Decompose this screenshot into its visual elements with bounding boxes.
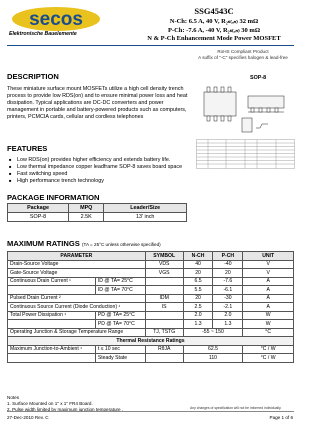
max-ratings-cell xyxy=(8,354,96,363)
sop8-label: SOP-8 xyxy=(250,75,267,81)
package-info-table xyxy=(7,203,187,222)
logo-text: secos xyxy=(29,9,83,30)
max-ratings-cell: A xyxy=(243,286,294,295)
max-ratings-cell: -40 xyxy=(213,260,243,269)
max-ratings-cell: 2.0 xyxy=(213,311,243,320)
max-ratings-cell: RθJA xyxy=(145,345,183,354)
max-ratings-cell: 2.0 xyxy=(183,311,213,320)
feature-item: ■ Fast switching speed xyxy=(7,171,190,178)
max-ratings-cell: Pulsed Drain Current ² xyxy=(8,294,146,303)
max-ratings-cell: Continuous Source Current (Diode Conduction) ¹ xyxy=(8,303,146,312)
table-row xyxy=(8,286,294,295)
max-ratings-cell: t ≤ 10 sec xyxy=(95,345,145,354)
description-heading: DESCRIPTION xyxy=(7,72,59,81)
rohs-line2: A suffix of "-C" specifies halogen & lead-free xyxy=(198,55,288,60)
max-ratings-cell xyxy=(145,311,183,320)
max-ratings-cell: W xyxy=(243,320,294,329)
pkg-cell: SOP-8 xyxy=(8,213,69,222)
pch-spec: P-Ch: -7.6 A, -40 V, R₂ₛ₍ₒₙ₎ 30 mΩ xyxy=(167,27,261,34)
max-ratings-cell: Maximum Junction-to-Ambient ¹ xyxy=(8,345,96,354)
note-item: 2. Pulse width limited by maximum junction temperature . xyxy=(7,406,124,412)
max-ratings-heading xyxy=(7,239,161,248)
max-ratings-cell: 1.3 xyxy=(213,320,243,329)
max-ratings-cell: PD @ TA= 25°C xyxy=(95,311,145,320)
max-ratings-cell: 20 xyxy=(183,269,213,278)
max-ratings-cell: Thermal Resistance Ratings xyxy=(8,337,294,346)
pkg-header: MPQ xyxy=(69,204,104,213)
max-ratings-cell: ID @ TA= 70°C xyxy=(95,286,145,295)
feature-item: ■ Low thermal impedance copper leadframe SOP-8 saves board space xyxy=(7,164,190,171)
table-row xyxy=(8,337,294,346)
dimension-table xyxy=(196,139,295,174)
max-ratings-cell: Operating Junction & Storage Temperature Range xyxy=(8,328,146,337)
header-divider xyxy=(7,45,294,46)
notes-title: Notes xyxy=(7,395,20,400)
max-ratings-cell: Total Power Dissipation ¹ xyxy=(8,311,96,320)
max-ratings-cell: IDM xyxy=(145,294,183,303)
max-ratings-cell: Gate-Source Voltage xyxy=(8,269,146,278)
pkg-cell: 2.5K xyxy=(69,213,104,222)
max-ratings-cell: -7.6 xyxy=(213,277,243,286)
table-row xyxy=(8,277,294,286)
max-ratings-cell: Continuous Drain Current ¹ xyxy=(8,277,96,286)
max-ratings-cell: V xyxy=(243,269,294,278)
nch-spec: N-Ch: 6.5 A, 40 V, R₂ₛ₍ₒₙ₎ 32 mΩ xyxy=(169,18,259,25)
max-ratings-cell: 20 xyxy=(183,294,213,303)
features-list xyxy=(7,157,190,185)
max-ratings-header: UNIT xyxy=(243,252,294,261)
max-ratings-cell: A xyxy=(243,294,294,303)
max-ratings-cell: Drain-Source Voltage xyxy=(8,260,146,269)
max-ratings-cell: 62.5 xyxy=(183,345,243,354)
max-ratings-cell: VGS xyxy=(145,269,183,278)
max-ratings-cell: PD @ TA= 70°C xyxy=(95,320,145,329)
max-ratings-cell: -6.1 xyxy=(213,286,243,295)
features-heading: FEATURES xyxy=(7,144,48,153)
max-ratings-header: P-CH xyxy=(213,252,243,261)
max-ratings-cell: V xyxy=(243,260,294,269)
max-ratings-cell xyxy=(8,286,96,295)
max-ratings-cell: -2.1 xyxy=(213,303,243,312)
sop8-drawing xyxy=(196,82,295,143)
feature-item: ■ High performance trench technology xyxy=(7,178,190,185)
max-ratings-cell: °C / W xyxy=(243,354,294,363)
logo-subtitle: Elektronische Bauelemente xyxy=(9,31,77,37)
max-ratings-cell xyxy=(8,320,96,329)
max-ratings-cell xyxy=(145,354,183,363)
max-ratings-cell: 2.5 xyxy=(183,303,213,312)
max-ratings-cell: VDS xyxy=(145,260,183,269)
max-ratings-title: MAXIMUM RATINGS xyxy=(7,239,80,248)
table-row xyxy=(8,260,294,269)
max-ratings-cell xyxy=(145,320,183,329)
max-ratings-cell: 1.3 xyxy=(183,320,213,329)
max-ratings-cell: IS xyxy=(145,303,183,312)
max-ratings-cell: 5.5 xyxy=(183,286,213,295)
max-ratings-header: N-CH xyxy=(183,252,213,261)
table-row xyxy=(8,294,294,303)
table-row xyxy=(8,328,294,337)
max-ratings-header: SYMBOL xyxy=(145,252,183,261)
pkg-header: Leader/Size xyxy=(104,204,187,213)
company-logo xyxy=(9,5,104,33)
max-ratings-cell: -55 ~ 150 xyxy=(183,328,243,337)
max-ratings-cell: TJ, TSTG xyxy=(145,328,183,337)
rohs-line1: RoHS Compliant Product xyxy=(217,49,269,54)
max-ratings-cell: ID @ TA= 25°C xyxy=(95,277,145,286)
max-ratings-cell: -30 xyxy=(213,294,243,303)
max-ratings-cell: 6.5 xyxy=(183,277,213,286)
footer-page: Page 1 of 6 xyxy=(269,415,293,420)
max-ratings-cell: Steady State xyxy=(95,354,145,363)
table-row xyxy=(8,303,294,312)
package-info-heading: PACKAGE INFORMATION xyxy=(7,193,100,202)
max-ratings-cell: W xyxy=(243,311,294,320)
max-ratings-cell: °C xyxy=(243,328,294,337)
device-type: N & P-Ch Enhancement Mode Power MOSFET xyxy=(147,35,281,42)
description-text: These miniature surface mount MOSFETs utilize a high cell density trench process to provide low RDS(on) and to ensure minimal power loss and heat dissipation. Typical applications are DC-DC converters and power management in portable and battery-powered products such as computers, printers, PCMCIA cards, cellular and cordless telephones xyxy=(7,86,188,120)
footer-divider xyxy=(7,411,294,412)
note-item: 1. Surface Mounted on 1" x 1" FR4 Board. xyxy=(7,400,93,406)
max-ratings-cell: °C / W xyxy=(243,345,294,354)
footer-date: 27-Dec-2010 Rev. C xyxy=(7,415,49,420)
footer-disclaimer: Any changes of specification will not be informed individually. xyxy=(190,406,282,410)
part-number: SSG4543C xyxy=(194,6,234,16)
max-ratings-cell: A xyxy=(243,277,294,286)
feature-item: ■ Low RDS(on) provides higher efficiency and extends battery life. xyxy=(7,157,190,164)
table-row xyxy=(8,269,294,278)
table-row xyxy=(8,311,294,320)
max-ratings-table xyxy=(7,251,294,363)
max-ratings-cell xyxy=(145,286,183,295)
pkg-cell: 13' inch xyxy=(104,213,187,222)
pkg-header: Package xyxy=(8,204,69,213)
max-ratings-cell: 20 xyxy=(213,269,243,278)
table-row xyxy=(8,354,294,363)
max-ratings-cell: 40 xyxy=(183,260,213,269)
table-row xyxy=(8,320,294,329)
max-ratings-cell: 110 xyxy=(183,354,243,363)
max-ratings-cell xyxy=(145,277,183,286)
max-ratings-note: (TA = 25°C unless otherwise specified) xyxy=(81,242,161,247)
table-row xyxy=(8,345,294,354)
max-ratings-header: PARAMETER xyxy=(8,252,146,261)
notes xyxy=(7,395,123,412)
max-ratings-cell: A xyxy=(243,303,294,312)
